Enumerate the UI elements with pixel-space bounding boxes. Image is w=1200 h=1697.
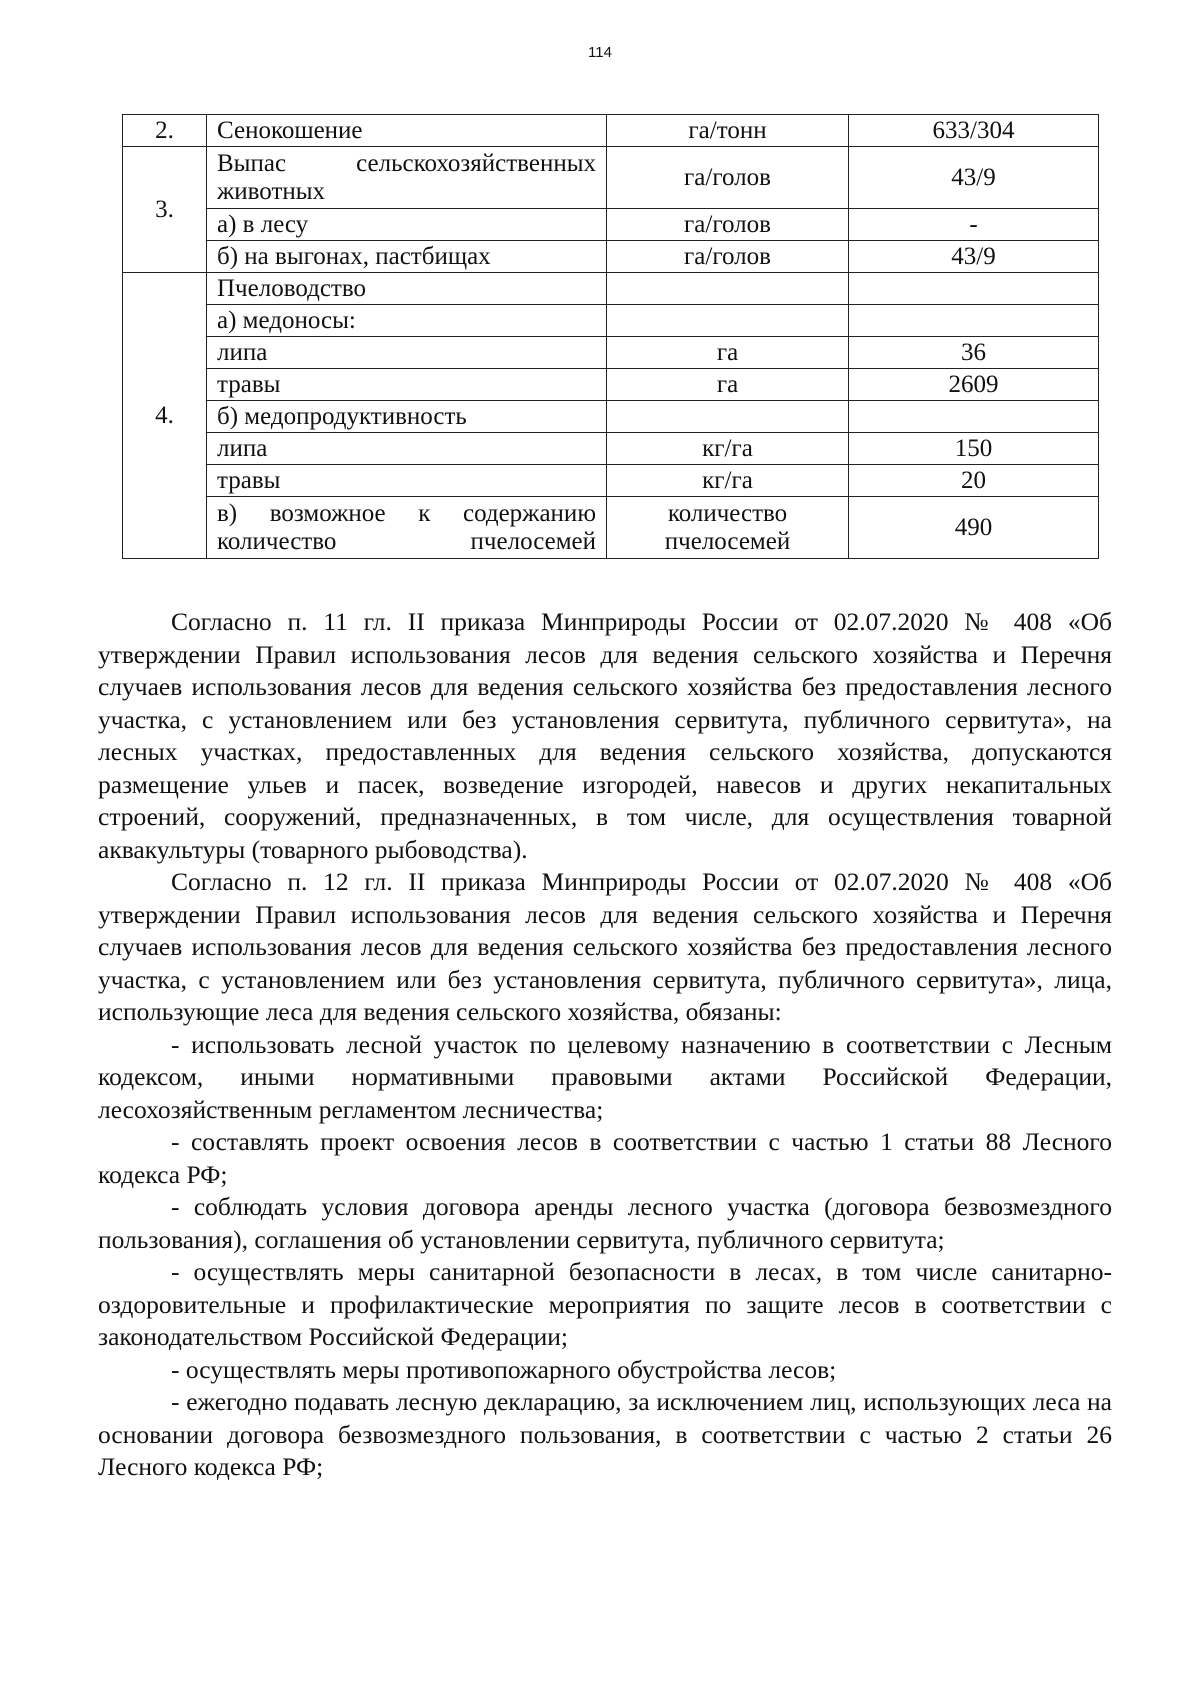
table-row <box>123 497 1099 559</box>
row-name: а) медоносы: <box>207 305 607 337</box>
table-row <box>123 337 1099 369</box>
row-name: Выпас сельскохозяйственных животных <box>207 147 607 209</box>
row-name: Сенокошение <box>207 115 607 147</box>
row-value: 43/9 <box>849 147 1099 209</box>
row-unit: га/голов <box>607 147 849 209</box>
row-name: травы <box>207 465 607 497</box>
row-number: 2. <box>123 115 207 147</box>
row-value: - <box>849 209 1099 241</box>
table-row <box>123 401 1099 433</box>
row-unit <box>607 401 849 433</box>
bullet-paragraph: - осуществлять меры санитарной безопасности в лесах, в том числе санитарно-оздоровительные и профилактические мероприятия по защите лесов в соответствии с законодательством Российской Федерации; <box>98 1257 1112 1351</box>
bullet-paragraph: - использовать лесной участок по целевому назначению в соответствии с Лесным кодексом, иными нормативными правовыми актами Российской Федерации, лесохозяйственным регламентом лесничества; <box>98 1029 1112 1124</box>
row-unit <box>607 273 849 305</box>
paragraph: Согласно п. 12 гл. II приказа Минприроды России от 02.07.2020 № 408 «Об утверждении Правил использования лесов для ведения сельского хозяйства и Перечня случаев использования лесов для ведения сельского хозяйства без предоставления лесного участка, с установлением или без установления сервитута, публичного сервитута», лица, использующие леса для ведения сельского хозяйства, обязаны: <box>98 867 1112 1026</box>
table-row <box>123 147 1099 209</box>
row-unit: га/голов <box>607 209 849 241</box>
bullet-paragraph: - осуществлять меры противопожарного обустройства лесов; <box>171 1354 837 1384</box>
row-value: 150 <box>849 433 1099 465</box>
row-unit: га <box>607 369 849 401</box>
table-row <box>123 209 1099 241</box>
row-name: а) в лесу <box>207 209 607 241</box>
row-unit: кг/га <box>607 465 849 497</box>
row-unit: га/тонн <box>607 115 849 147</box>
table-row <box>123 433 1099 465</box>
agriculture-use-table <box>122 114 1099 559</box>
row-name: Пчеловодство <box>207 273 607 305</box>
row-unit: га <box>607 337 849 369</box>
table-row <box>123 369 1099 401</box>
table-row <box>123 241 1099 273</box>
row-number: 4. <box>123 273 207 559</box>
row-value: 43/9 <box>849 241 1099 273</box>
row-value: 20 <box>849 465 1099 497</box>
row-value: 36 <box>849 337 1099 369</box>
table-row <box>123 465 1099 497</box>
row-name: в) возможное к содержанию количество пчелосемей <box>207 497 607 559</box>
row-unit: количество пчелосемей <box>607 497 849 559</box>
row-name: липа <box>207 433 607 465</box>
row-name: липа <box>207 337 607 369</box>
row-unit: га/голов <box>607 241 849 273</box>
page-number: 114 <box>588 44 612 61</box>
table-row <box>123 305 1099 337</box>
row-number: 3. <box>123 147 207 273</box>
row-name: б) на выгонах, пастбищах <box>207 241 607 273</box>
row-value: 490 <box>849 497 1099 559</box>
bullet-paragraph: - соблюдать условия договора аренды лесного участка (договора безвозмездного пользования), соглашения об установлении сервитута, публичного сервитута; <box>98 1192 1112 1254</box>
bullet-paragraph: - ежегодно подавать лесную декларацию, за исключением лиц, использующих леса на основании договора безвозмездного пользования, в соответствии с частью 2 статьи 26 Лесного кодекса РФ; <box>98 1387 1112 1481</box>
paragraph: Согласно п. 11 гл. II приказа Минприроды России от 02.07.2020 № 408 «Об утверждении Правил использования лесов для ведения сельского хозяйства и Перечня случаев использования лесов для ведения сельского хозяйства без предоставления лесного участка, с установлением или без установления сервитута, публичного сервитута», на лесных участках, предоставленных для ведения сельского хозяйства, допускаются размещение ульев и пасек, возведение изгородей, навесов и других некапитальных строений, сооружений, предназначенных, в том числе, для осуществления товарной аквакультуры (товарного рыбоводства). <box>98 607 1112 864</box>
row-value: 633/304 <box>849 115 1099 147</box>
row-unit <box>607 305 849 337</box>
row-unit: кг/га <box>607 433 849 465</box>
row-value: 2609 <box>849 369 1099 401</box>
row-name: б) медопродуктивность <box>207 401 607 433</box>
table-row <box>123 115 1099 147</box>
row-name: травы <box>207 369 607 401</box>
body-text <box>98 606 1112 1484</box>
table-row <box>123 273 1099 305</box>
row-value <box>849 305 1099 337</box>
bullet-paragraph: - составлять проект освоения лесов в соответствии с частью 1 статьи 88 Лесного кодекса РФ; <box>98 1127 1112 1189</box>
row-value <box>849 401 1099 433</box>
row-value <box>849 273 1099 305</box>
